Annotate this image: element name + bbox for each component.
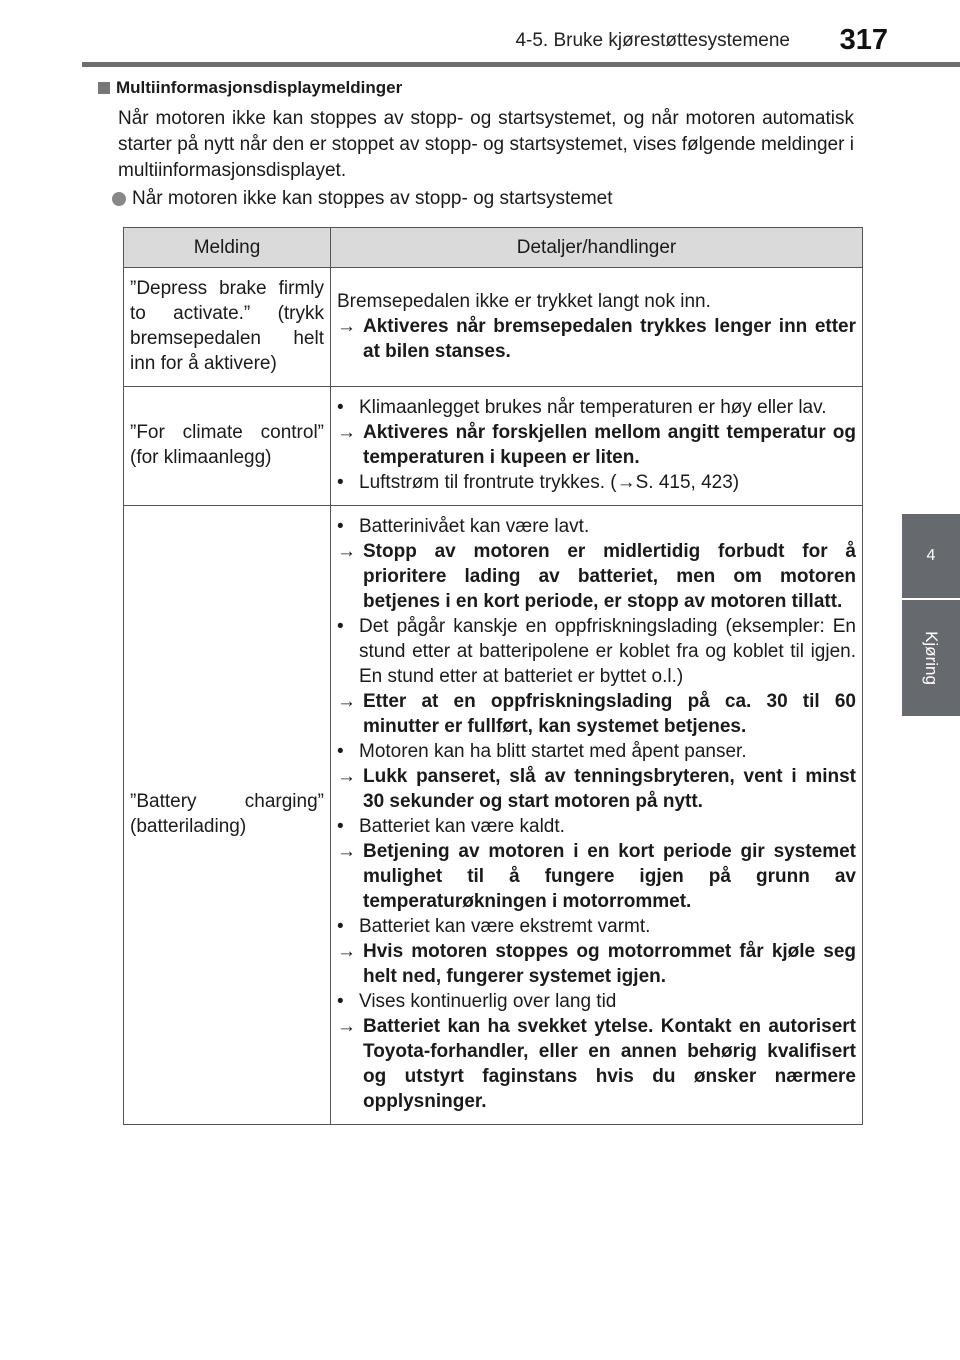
- message-cell: ”Depress brake firmly to activate.” (trykk bremsepedalen helt inn for å aktivere): [124, 268, 331, 387]
- bullet-icon: •: [337, 991, 344, 1012]
- detail-bullet-item: [337, 514, 856, 539]
- bullet-icon: •: [337, 616, 344, 637]
- section-heading: [98, 78, 402, 98]
- bullet-icon: •: [337, 516, 344, 537]
- arrow-right-icon: →: [337, 1016, 356, 1037]
- chapter-title: 4-5. Bruke kjørestøttesystemene: [515, 30, 790, 51]
- bullet-icon: •: [337, 741, 344, 762]
- column-header-details: Detaljer/handlinger: [331, 228, 863, 268]
- header-rule: [82, 62, 960, 67]
- square-bullet-icon: [98, 82, 110, 94]
- details-cell: [331, 268, 863, 387]
- action-text: Etter at en oppfriskningslading på ca. 30 til 60 minutter er fullført, kan systemet betjenes.: [363, 691, 856, 737]
- section-heading-text: Multiinformasjonsdisplaymeldinger: [116, 78, 403, 97]
- detail-bullet-item: [337, 470, 856, 495]
- bullet-text: Vises kontinuerlig over lang tid: [359, 991, 617, 1012]
- bullet-text: Luftstrøm til frontrute trykkes. (→S. 415, 423): [359, 472, 740, 493]
- table-row: [124, 506, 863, 1125]
- action-text: Hvis motoren stoppes og motorrommet får kjøle seg helt ned, fungerer systemet igjen.: [363, 941, 856, 987]
- detail-bullet-item: [337, 614, 856, 689]
- circle-bullet-icon: [112, 192, 126, 206]
- arrow-right-icon: →: [337, 766, 356, 787]
- arrow-right-icon: →: [337, 315, 356, 337]
- bullet-icon: •: [337, 397, 344, 418]
- table-body: [124, 268, 863, 1125]
- action-text: Aktiveres når forskjellen mellom angitt temperatur og temperaturen i kupeen er liten.: [363, 422, 856, 468]
- detail-bullet-item: [337, 739, 856, 764]
- message-cell: ”For climate control” (for klimaanlegg): [124, 387, 331, 506]
- action-text: Aktiveres når bremsepedalen trykkes lenger inn etter at bilen stanses.: [363, 315, 856, 362]
- detail-bullet-item: [337, 989, 856, 1014]
- detail-text: Bremsepedalen ikke er trykket langt nok inn.: [337, 290, 711, 312]
- subsection-heading-text: Når motoren ikke kan stoppes av stopp- og startsystemet: [132, 188, 613, 209]
- arrow-right-icon: →: [337, 941, 356, 962]
- action-text: Betjening av motoren i en kort periode gir systemet mulighet til å fungere igjen på grunn av temperaturøkningen i motorrommet.: [363, 841, 856, 912]
- subsection-heading: [112, 188, 613, 210]
- bullet-icon: •: [337, 916, 344, 937]
- bullet-icon: •: [337, 472, 344, 493]
- arrow-right-icon: →: [337, 422, 356, 443]
- table-row: [124, 387, 863, 506]
- chapter-number: 4: [926, 547, 936, 564]
- detail-action-item: [337, 764, 856, 814]
- bullet-text: Batterinivået kan være lavt.: [359, 516, 590, 537]
- chapter-tab-number: [902, 514, 960, 598]
- details-cell: [331, 387, 863, 506]
- message-cell: ”Battery charging” (batterilading): [124, 506, 331, 1125]
- message-table: [123, 227, 863, 1125]
- detail-action-item: [337, 420, 856, 470]
- bullet-text: Batteriet kan være kaldt.: [359, 816, 565, 837]
- chapter-label: Kjøring: [921, 631, 941, 685]
- bullet-text: Det pågår kanskje en oppfriskningslading (eksempler: En stund etter at batteripolene er koblet fra og koblet til igjen. En stund etter at batteriet er byttet o.l.): [359, 616, 856, 687]
- bullet-text: Klimaanlegget brukes når temperaturen er høy eller lav.: [359, 397, 827, 418]
- action-text: Stopp av motoren er midlertidig forbudt for å prioritere lading av batteriet, men om motoren betjenes i en kort periode, er stopp av motoren tillatt.: [363, 541, 856, 612]
- detail-bullet-item: [337, 914, 856, 939]
- bullet-text: Batteriet kan være ekstremt varmt.: [359, 916, 651, 937]
- detail-action-item: [337, 314, 856, 364]
- detail-action-item: [337, 539, 856, 614]
- detail-action-item: [337, 939, 856, 989]
- detail-action-item: [337, 689, 856, 739]
- column-header-message: Melding: [124, 228, 331, 268]
- detail-bullet-item: [337, 395, 856, 420]
- bullet-icon: •: [337, 816, 344, 837]
- page-number: 317: [839, 24, 888, 56]
- table-header-row: [124, 228, 863, 268]
- arrow-right-icon: →: [337, 541, 356, 562]
- table-row: [124, 268, 863, 387]
- action-text: Lukk panseret, slå av tenningsbryteren, vent i minst 30 sekunder og start motoren på nytt.: [363, 766, 856, 812]
- chapter-tab-label: [902, 600, 960, 716]
- action-text: Batteriet kan ha svekket ytelse. Kontakt en autorisert Toyota-forhandler, eller en annen behørig kvalifisert og utstyrt faginstans hvis du ønsker nærmere opplysninger.: [363, 1016, 856, 1112]
- bullet-text: Motoren kan ha blitt startet med åpent panser.: [359, 741, 747, 762]
- detail-action-item: [337, 839, 856, 914]
- intro-paragraph: Når motoren ikke kan stoppes av stopp- og startsystemet, og når motoren automatisk starter på nytt når den er stoppet av stopp- og startsystemet, vises følgende meldinger i multiinformasjonsdisplayet.: [118, 108, 854, 181]
- details-cell: [331, 506, 863, 1125]
- arrow-right-icon: →: [337, 841, 356, 862]
- detail-action-item: [337, 1014, 856, 1114]
- arrow-right-icon: →: [337, 691, 356, 712]
- detail-bullet-item: [337, 814, 856, 839]
